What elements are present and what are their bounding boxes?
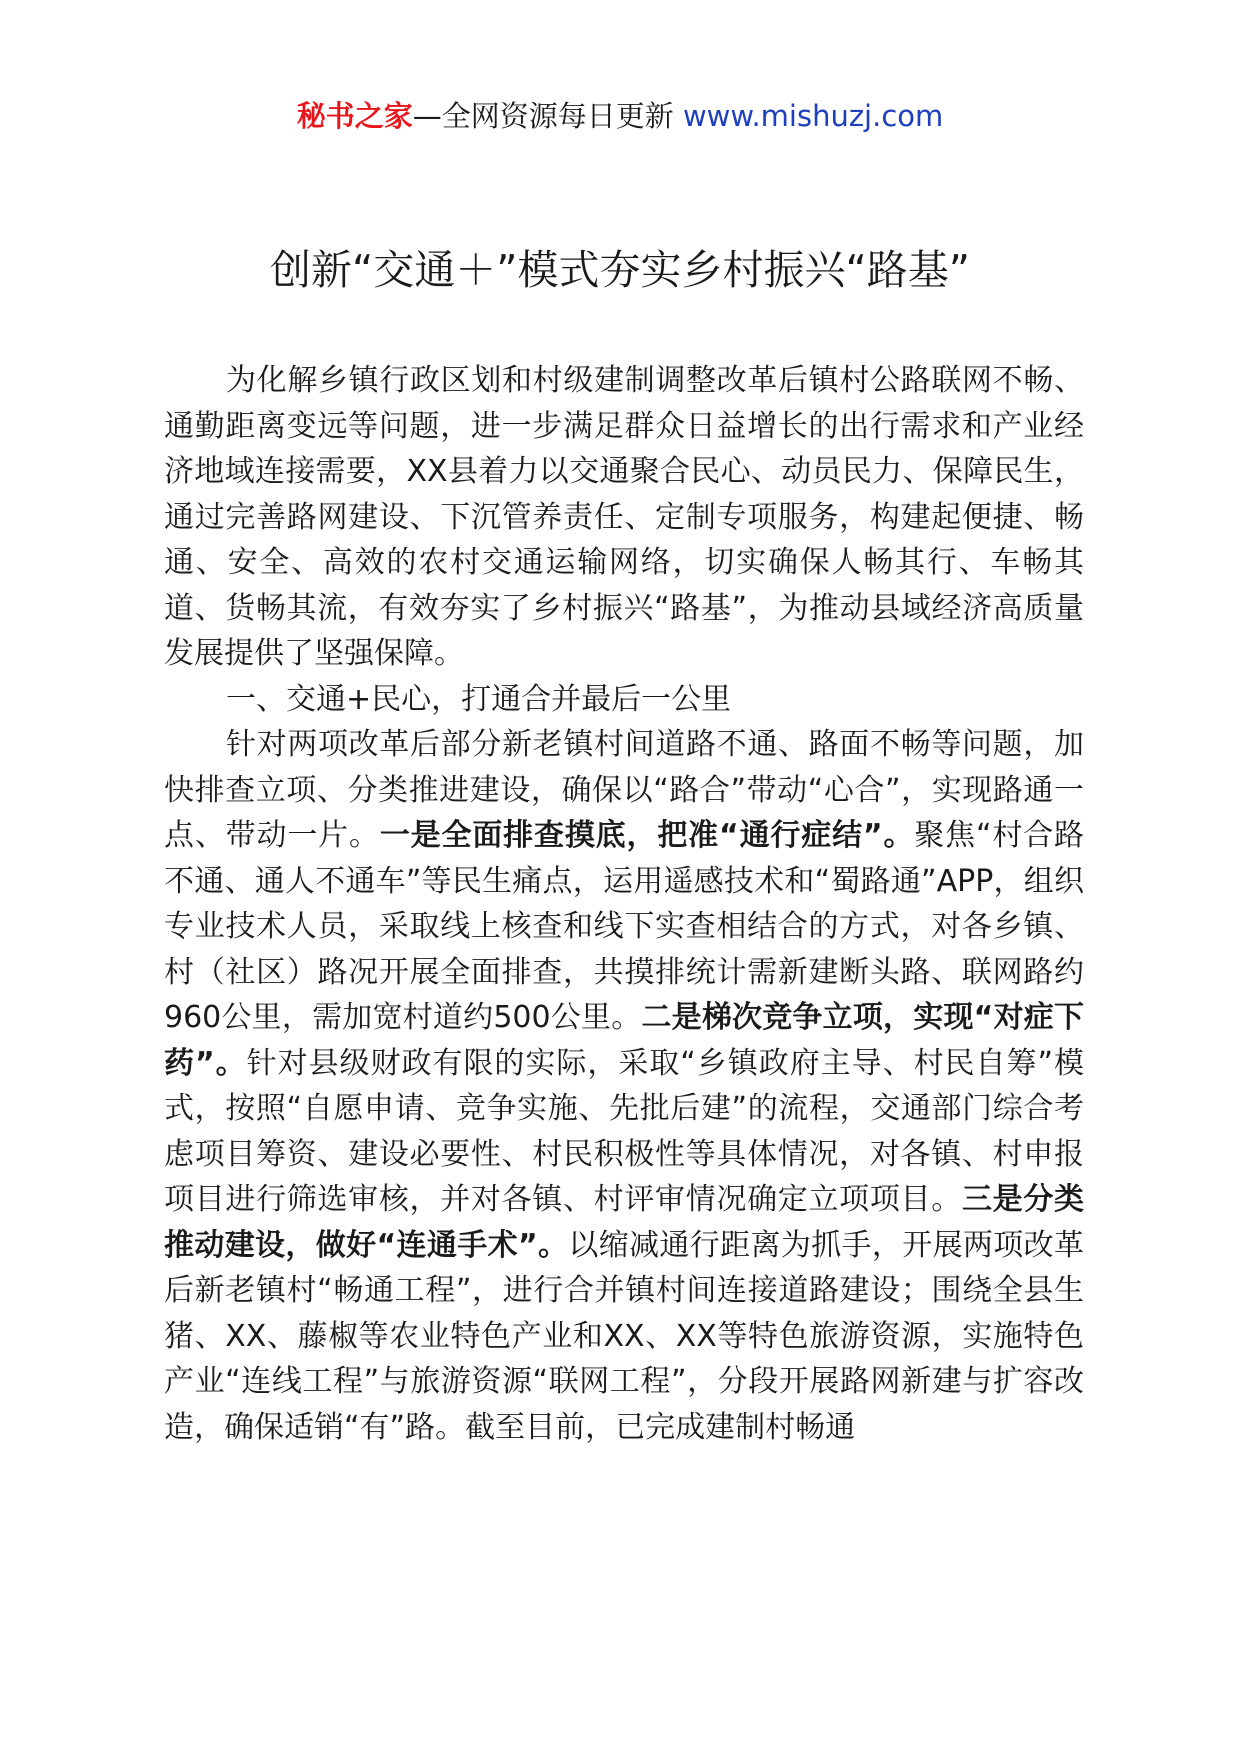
site-header <box>0 96 1240 136</box>
paragraph-text: 聚焦“村合路不通、通人不通车”等民生痛点，运用遥感技术和“蜀路通”APP，组织专业技术人员，采取线上核查和线下实查相结合的方式，对各乡镇、村（社区）路况开展全面排查，共摸排统计需新建断头路、联网路约960公里，需加宽村道约500公里。 <box>164 818 1085 1035</box>
site-brand: 秘书之家 <box>296 99 413 133</box>
document-body <box>164 358 1084 1450</box>
site-url[interactable]: www.mishuzj.com <box>682 99 944 133</box>
paragraph-text: 以缩减通行距离为抓手，开展两项改革后新老镇村“畅通工程”，进行合并镇村间连接道路建设；围绕全县生猪、XX、藤椒等农业特色产业和XX、XX等特色旅游资源，实施特色产业“连线工程”与旅游资源“联网工程”，分段开展路网新建与扩容改造，确保适销“有”路。截至目前，已完成建制村畅通 <box>164 1227 1085 1445</box>
paragraph-text: 针对两项改革后部分新老镇村间道路不通、路面不畅等问题，加快排查立项、分类推进建设，确保以“路合”带动“心合”，实现路通一点、带动一片。 <box>164 727 1084 853</box>
site-tagline: —全网资源每日更新 <box>412 99 683 133</box>
paragraph-text: 针对县级财政有限的实际，采取“乡镇政府主导、村民自筹”模式，按照“自愿申请、竞争实施、先批后建”的流程，交通部门综合考虑项目筹资、建设必要性、村民积极性等具体情况，对各镇、村申报项目进行筛选审核，并对各镇、村评审情况确定立项项目。 <box>164 1045 1084 1217</box>
section-paragraph <box>164 722 1084 1450</box>
intro-paragraph: 为化解乡镇行政区划和村级建制调整改革后镇村公路联网不畅、通勤距离变远等问题，进一步满足群众日益增长的出行需求和产业经济地域连接需要，XX县着力以交通聚合民心、动员民力、保障民生，通过完善路网建设、下沉管养责任、定制专项服务，构建起便捷、畅通、安全、高效的农村交通运输网络，切实确保人畅其行、车畅其道、货畅其流，有效夯实了乡村振兴“路基”，为推动县域经济高质量发展提供了坚强保障。 <box>164 363 1084 671</box>
section-heading: 一、交通+民心，打通合并最后一公里 <box>226 681 732 717</box>
document-title: 创新“交通＋”模式夯实乡村振兴“路基” <box>270 246 970 294</box>
bold-point-2: 二是梯次竞争立项，实现“对症下药”。 <box>164 1000 1084 1081</box>
bold-point-3: 三是分类推动建设，做好“连通手术”。 <box>164 1182 1085 1263</box>
bold-point-1: 一是全面排查摸底，把准“通行症结”。 <box>379 818 915 853</box>
